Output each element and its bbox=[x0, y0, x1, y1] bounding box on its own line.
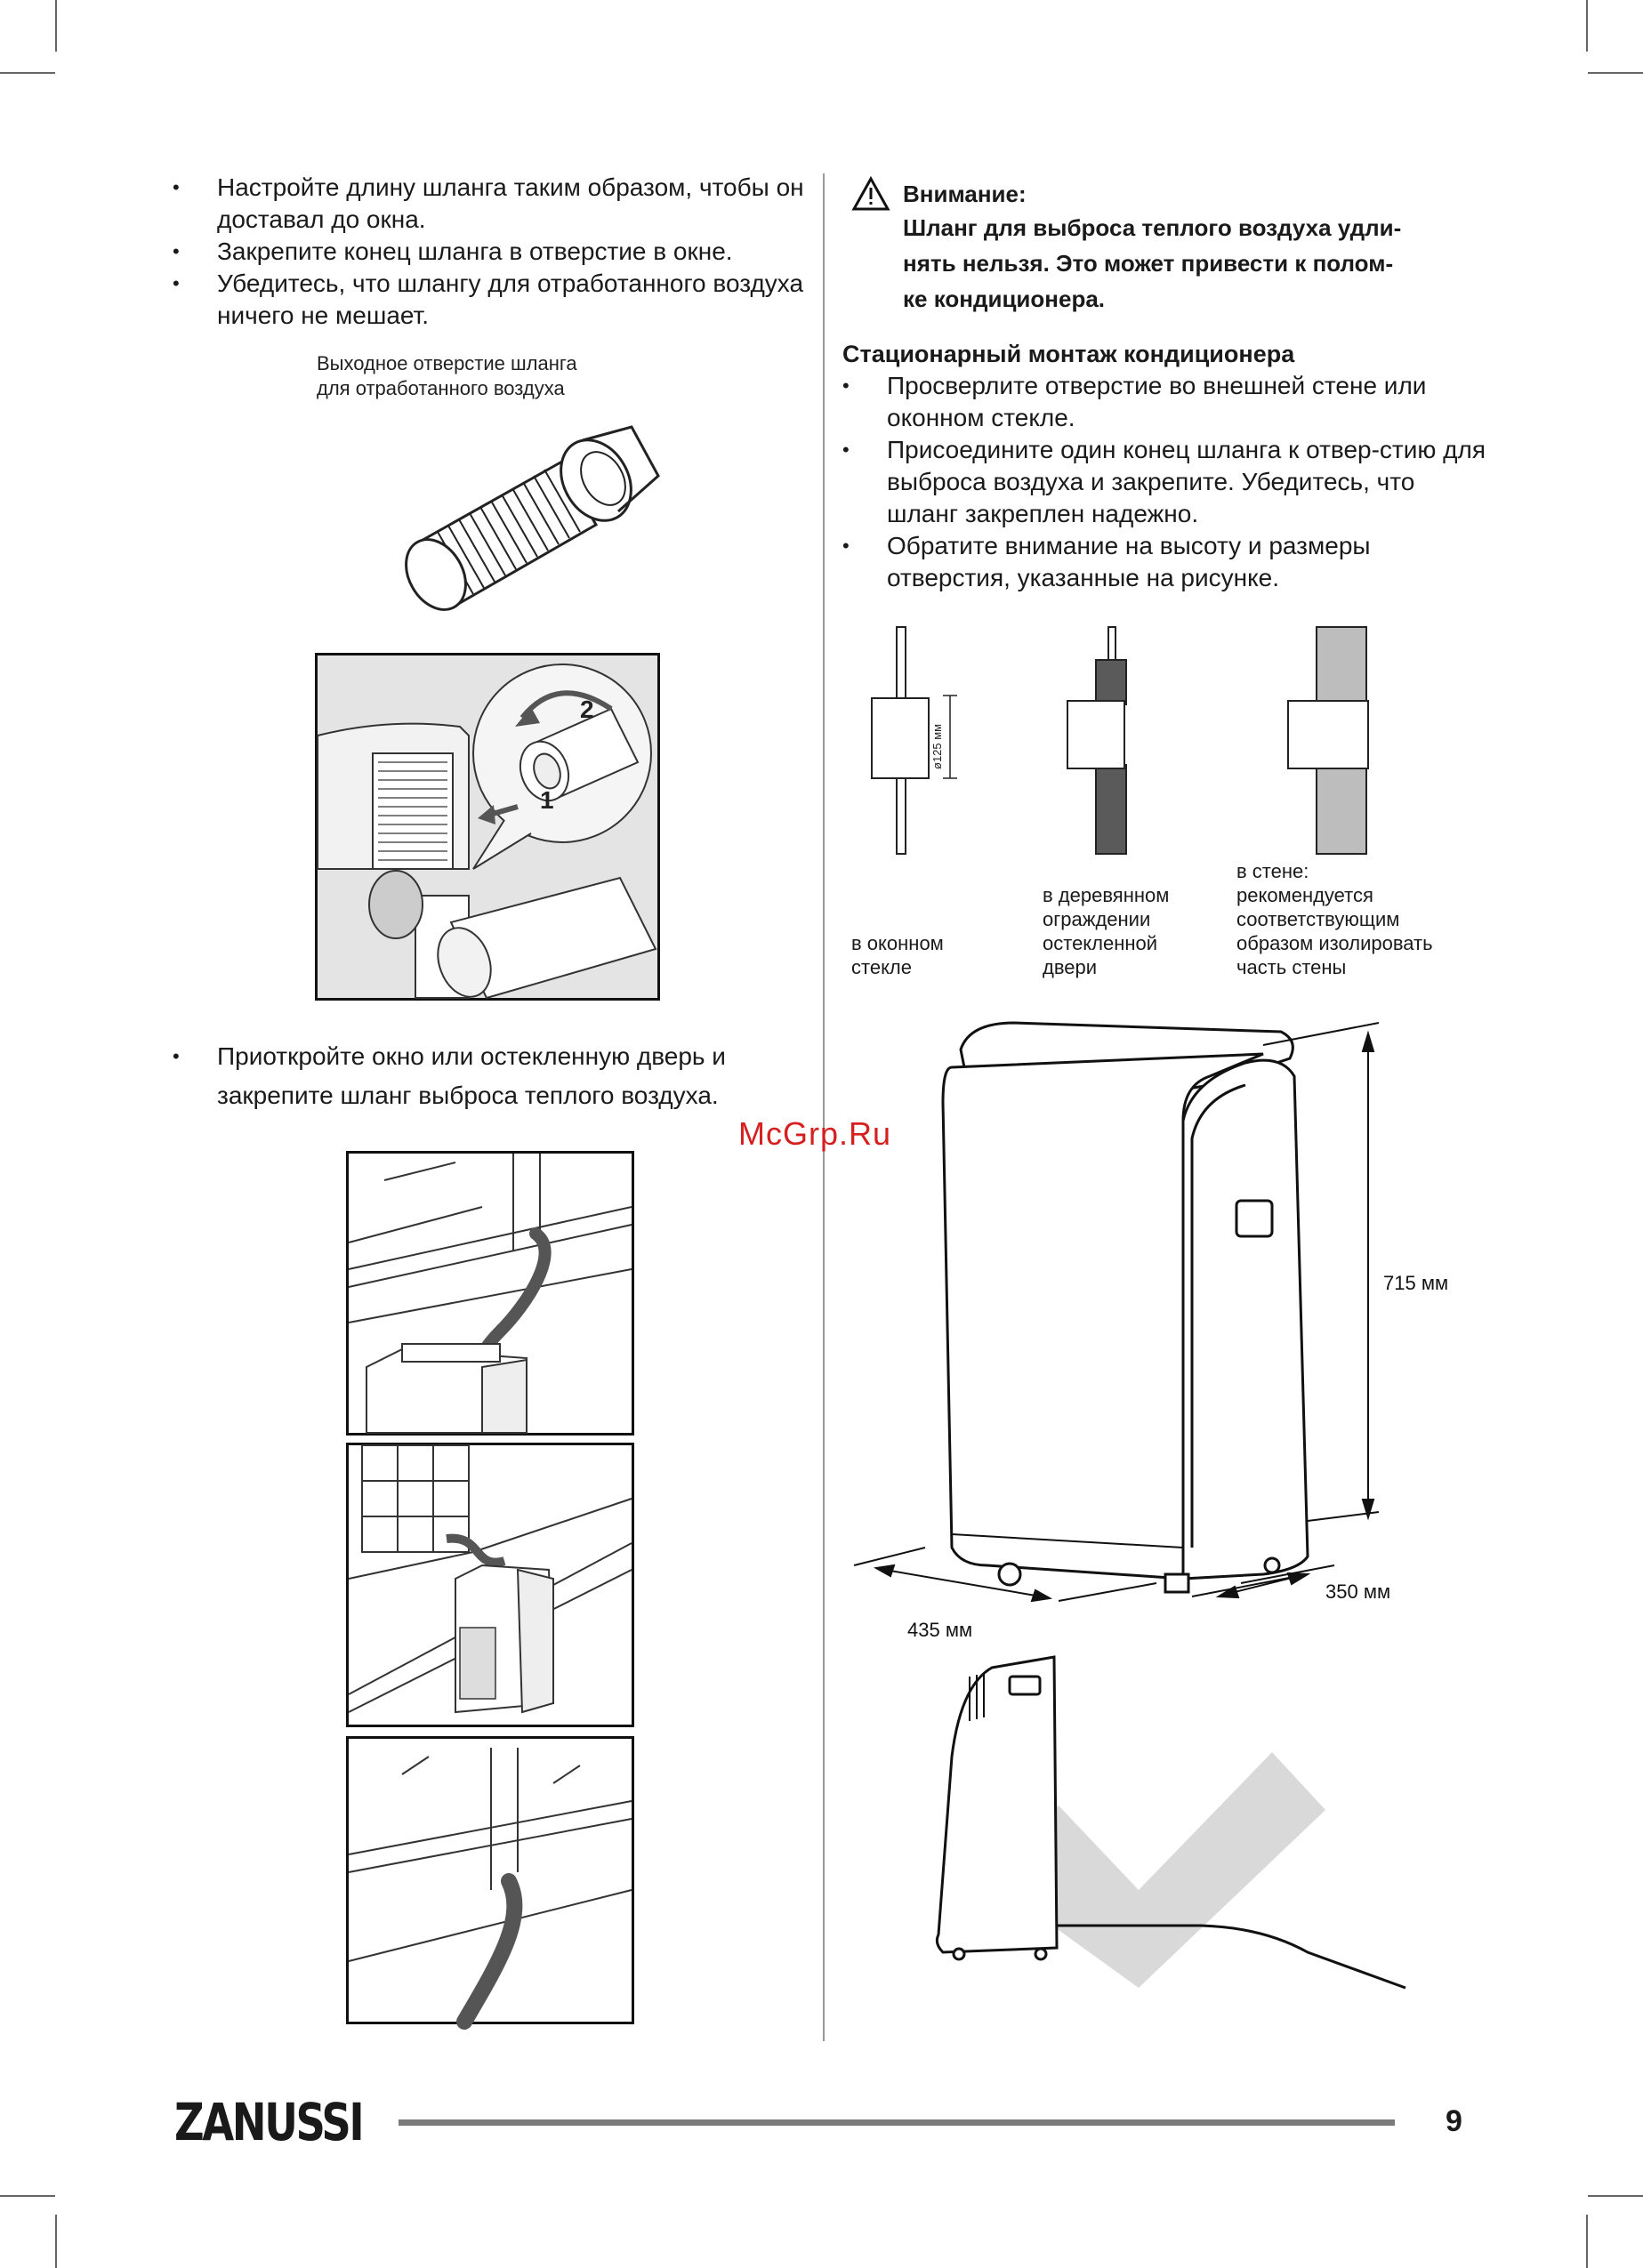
list-item: • Приоткройте окно или остекленную дверь и закрепите шланг выброса теплого воздуха. bbox=[173, 1037, 795, 1115]
warning-title: Внимание: bbox=[903, 181, 1027, 207]
height-dimension: 715 мм bbox=[1383, 1272, 1449, 1294]
crop-mark bbox=[1588, 72, 1643, 74]
crop-mark bbox=[55, 2215, 57, 2268]
depth-dimension: 350 мм bbox=[1325, 1580, 1391, 1603]
crop-mark bbox=[55, 0, 57, 52]
correct-placement-illustration bbox=[925, 1650, 1459, 2001]
diameter-label: ø125 мм bbox=[930, 723, 944, 769]
list-item: • Убедитесь, что шлангу для отработанного воздуха ничего не мешает. bbox=[173, 268, 813, 332]
crop-mark bbox=[1586, 0, 1588, 52]
push-arrow-icon bbox=[478, 805, 495, 824]
left-bullet-list-top bbox=[173, 172, 813, 332]
caption-wall: в стене: рекомендуется соответствующим образом изолировать часть стены bbox=[1236, 860, 1433, 978]
hose-illustration bbox=[391, 409, 676, 614]
mounting-wooden-door-diagram bbox=[1059, 623, 1148, 858]
hose-image bbox=[447, 1539, 504, 1563]
caption-window-glass: в оконном стекле bbox=[851, 932, 944, 978]
warning-icon bbox=[852, 176, 890, 212]
crop-mark bbox=[1586, 2215, 1588, 2268]
mounting-window-glass-diagram bbox=[854, 623, 979, 858]
step-label: 2 bbox=[580, 696, 594, 723]
footer-rule bbox=[399, 2119, 1395, 2126]
list-item: • Закрепите конец шланга в отверстие в окне. bbox=[173, 236, 813, 268]
hose-image bbox=[464, 1881, 514, 2022]
window-scene-2 bbox=[346, 1443, 634, 1727]
window-scene-1 bbox=[346, 1151, 634, 1436]
left-bullet-list-bottom bbox=[173, 1037, 795, 1115]
list-item: • Присоедините один конец шланга к отвер-стию для выброса воздуха и закрепите. Убедитесь, что шланг закреплен надежно. bbox=[842, 434, 1492, 530]
exhaust-hose-image bbox=[394, 427, 658, 620]
list-item: • Обратите внимание на высоту и размеры отверстия, указанные на рисунке. bbox=[842, 530, 1492, 594]
section-heading: Стационарный монтаж кондиционера bbox=[842, 341, 1295, 367]
column-divider bbox=[823, 173, 825, 2041]
window-scene-3 bbox=[346, 1736, 634, 2024]
stationary-bullet-list bbox=[842, 370, 1492, 594]
air-conditioner-unit-image bbox=[943, 1023, 1308, 1592]
air-conditioner-image bbox=[366, 1344, 527, 1433]
warning-block bbox=[903, 178, 1579, 317]
page-number: 9 bbox=[1446, 2104, 1462, 2138]
step-label: 1 bbox=[540, 786, 554, 814]
hose-outlet-caption: Выходное отверстие шланга для отработанного воздуха bbox=[317, 352, 577, 399]
warning-line: ке кондиционера. bbox=[903, 286, 1106, 312]
air-conditioner-dimension-drawing bbox=[836, 1014, 1477, 1641]
warning-line: нять нельзя. Это может привести к полом- bbox=[903, 250, 1394, 277]
crop-mark bbox=[1588, 2195, 1643, 2197]
crop-mark bbox=[0, 2195, 55, 2197]
air-conditioner-side-image bbox=[937, 1657, 1057, 1959]
hose-attach-illustration bbox=[315, 653, 660, 1001]
air-conditioner-image bbox=[455, 1565, 553, 1712]
warning-line: Шланг для выброса теплого воздуха удли- bbox=[903, 214, 1402, 241]
crop-mark bbox=[0, 72, 55, 74]
brand-logo: ZANUSSI bbox=[174, 2092, 363, 2152]
mounting-wall-diagram bbox=[1281, 623, 1388, 858]
watermark: McGrp.Ru bbox=[738, 1115, 892, 1152]
list-item: • Просверлите отверстие во внешней стене или оконном стекле. bbox=[842, 370, 1492, 434]
caption-wooden-door: в деревянном ограждении остекленной двери bbox=[1043, 884, 1170, 978]
width-dimension: 435 мм bbox=[907, 1619, 973, 1641]
list-item: • Настройте длину шланга таким образом, чтобы он доставал до окна. bbox=[173, 172, 813, 236]
